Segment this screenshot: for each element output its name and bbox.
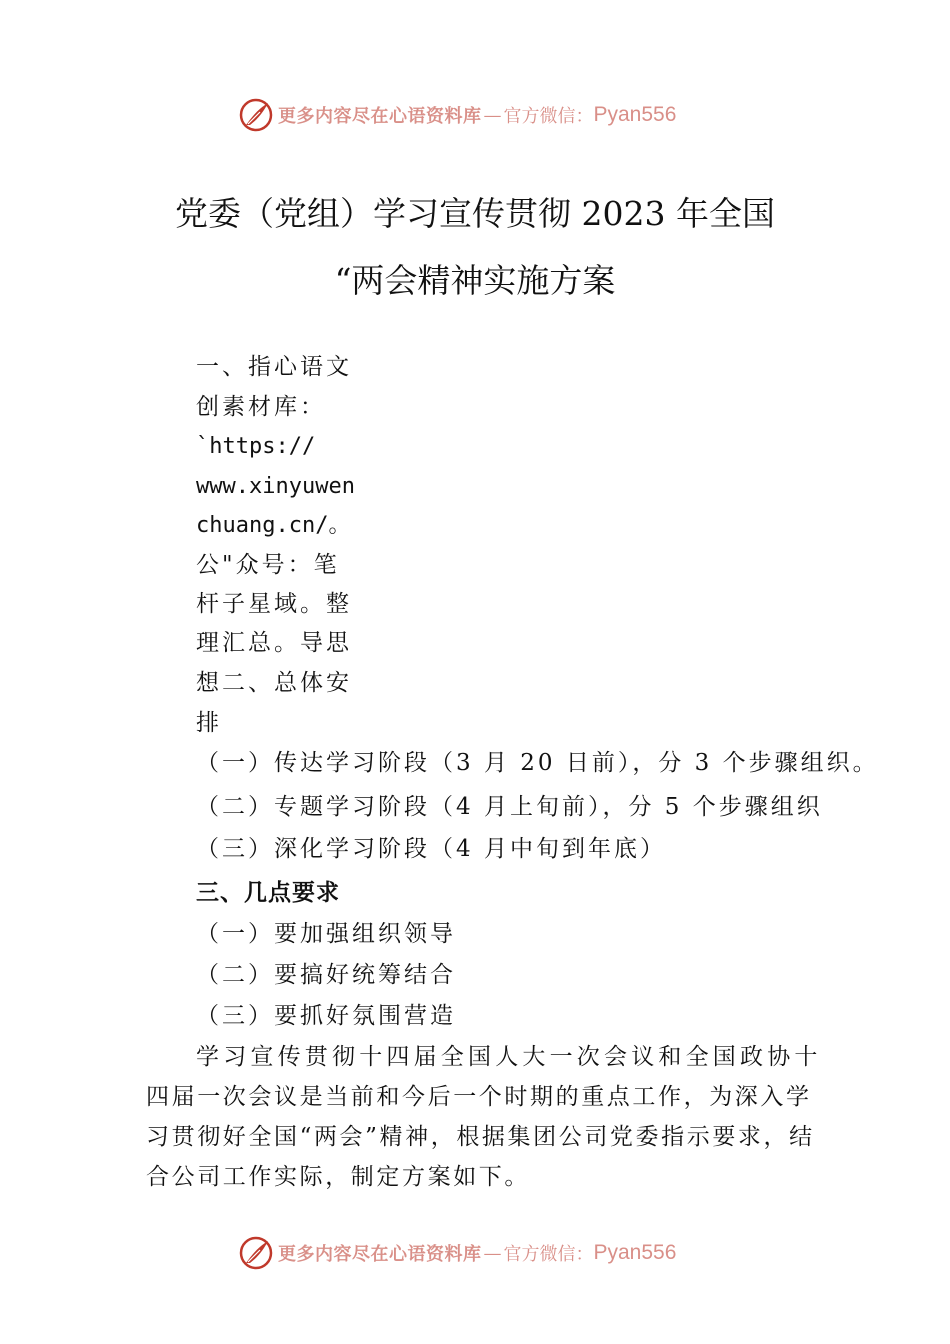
quill-logo-icon bbox=[238, 1235, 274, 1271]
stage-1: （一）传达学习阶段（3 月 20 日前），分 3 个步骤组织。 bbox=[196, 750, 879, 776]
body-line-5: chuang.cn/。 bbox=[196, 513, 351, 538]
header-dash: — bbox=[483, 104, 502, 126]
footer-brand: 更多内容尽在心语资料库 bbox=[278, 1244, 482, 1265]
header-wechat-id: Pyan556 bbox=[593, 103, 677, 126]
requirement-1: （一）要加强组织领导 bbox=[196, 921, 456, 947]
requirement-3: （三）要抓好氛围营造 bbox=[196, 1003, 456, 1029]
paragraph-line-4: 合公司工作实际，制定方案如下。 bbox=[146, 1164, 530, 1190]
body-line-3: `https:// bbox=[196, 434, 316, 459]
title-line-2: “两会精神实施方案 bbox=[334, 261, 616, 300]
body-line-1: 一、指心语文 bbox=[196, 354, 352, 380]
stage-2: （二）专题学习阶段（4 月上旬前），分 5 个步骤组织 bbox=[196, 794, 823, 820]
paragraph-line-3: 习贯彻好全国“两会”精神，根据集团公司党委指示要求，结 bbox=[146, 1124, 815, 1150]
body-line-4: www.xinyuwen bbox=[196, 474, 355, 499]
paragraph-line-2: 四届一次会议是当前和今后一个时期的重点工作，为深入学 bbox=[146, 1084, 812, 1110]
body-line-8: 理汇总。导思 bbox=[196, 630, 352, 656]
footer-wechat-id: Pyan556 bbox=[593, 1241, 677, 1264]
stage-3: （三）深化学习阶段（4 月中旬到年底） bbox=[196, 836, 666, 862]
body-line-9: 想二、总体安 bbox=[196, 670, 352, 696]
body-line-7: 杆子星域。整 bbox=[196, 591, 352, 617]
body-line-6: 公"众号：笔 bbox=[196, 552, 340, 578]
header-banner bbox=[238, 93, 758, 137]
body-line-2: 创素材库： bbox=[196, 394, 326, 420]
title-line-1: 党委（党组）学习宣传贯彻 2023 年全国 bbox=[175, 194, 775, 233]
footer-wechat-label: 官方微信： bbox=[503, 1244, 594, 1265]
requirement-2: （二）要搞好统筹结合 bbox=[196, 962, 456, 988]
section-3-heading: 三、几点要求 bbox=[196, 879, 340, 906]
quill-logo-icon bbox=[238, 97, 274, 133]
footer-dash: — bbox=[483, 1242, 502, 1264]
body-line-10: 排 bbox=[196, 710, 222, 736]
header-brand: 更多内容尽在心语资料库 bbox=[278, 106, 482, 127]
header-wechat-label: 官方微信： bbox=[503, 106, 594, 127]
paragraph-line-1: 学习宣传贯彻十四届全国人大一次会议和全国政协十 bbox=[196, 1044, 822, 1070]
footer-banner bbox=[238, 1231, 758, 1275]
